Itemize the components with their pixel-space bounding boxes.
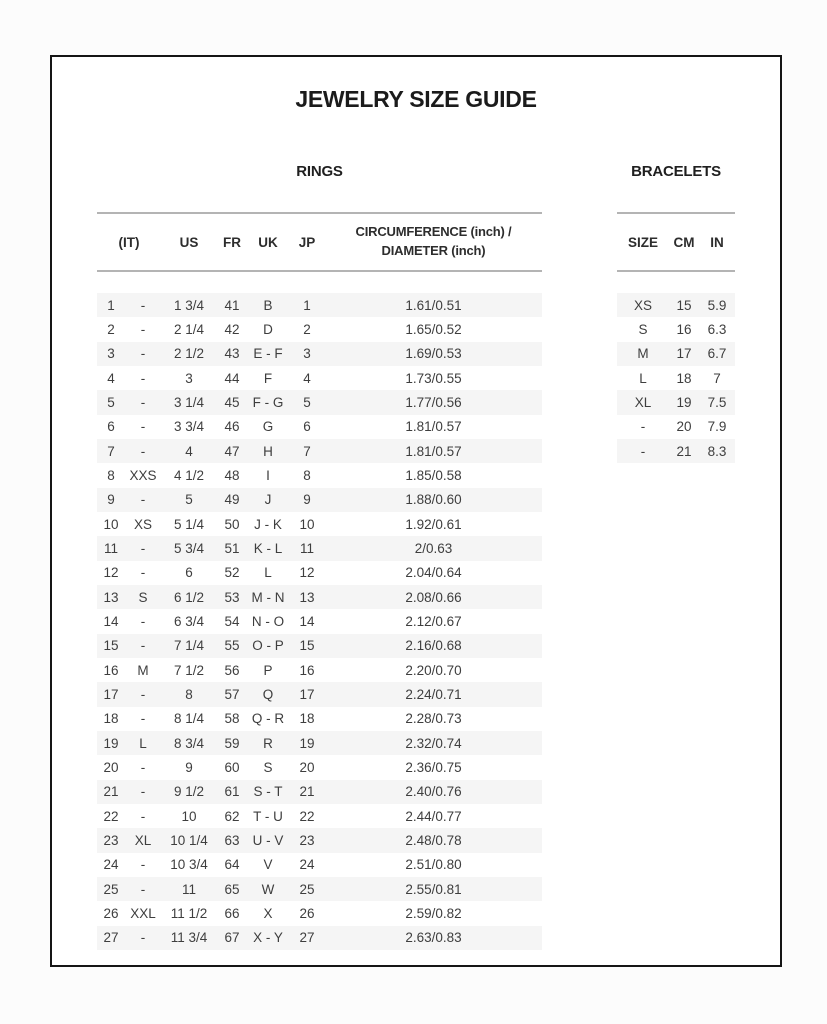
table-cell: - <box>140 881 146 897</box>
table-row <box>97 877 542 901</box>
table-cell: O - P <box>252 638 284 654</box>
table-cell: M - N <box>251 589 285 605</box>
table-cell: 2.51/0.80 <box>405 857 462 873</box>
rings-header-uk: UK <box>258 234 278 250</box>
table-cell: 14 <box>103 613 119 629</box>
table-cell: 12 <box>299 565 315 581</box>
table-cell: 2.08/0.66 <box>405 589 462 605</box>
table-cell: 20 <box>676 419 692 435</box>
table-cell: 18 <box>676 370 692 386</box>
table-cell: 66 <box>224 905 240 921</box>
table-row <box>617 293 735 317</box>
table-cell: 6 <box>107 419 115 435</box>
table-cell: 24 <box>103 857 119 873</box>
table-cell: M <box>137 662 149 678</box>
table-cell: 3 3/4 <box>173 419 205 435</box>
table-cell: 8 <box>185 686 193 702</box>
rings-header-rule-bottom <box>97 270 542 272</box>
table-cell: 5.9 <box>707 297 727 313</box>
rings-header-fr: FR <box>223 234 241 250</box>
table-row <box>97 390 542 414</box>
table-row <box>97 366 542 390</box>
table-cell: 27 <box>103 930 119 946</box>
table-cell: P <box>263 662 273 678</box>
table-cell: 65 <box>224 881 240 897</box>
table-cell: 48 <box>224 467 240 483</box>
table-cell: - <box>640 443 646 459</box>
table-row <box>97 682 542 706</box>
table-cell: - <box>140 443 146 459</box>
table-cell: 2 1/2 <box>173 346 205 362</box>
table-cell: 16 <box>676 321 692 337</box>
page-title: JEWELRY SIZE GUIDE <box>295 86 537 112</box>
table-row <box>617 366 735 390</box>
table-cell: XS <box>633 297 652 313</box>
table-cell: 11 <box>103 540 118 556</box>
table-cell: 3 1/4 <box>173 394 205 410</box>
table-cell: - <box>140 540 146 556</box>
table-row <box>97 634 542 658</box>
table-row <box>97 780 542 804</box>
table-cell: F - G <box>252 394 284 410</box>
table-cell: - <box>640 419 646 435</box>
table-row <box>617 439 735 463</box>
table-cell: 44 <box>224 370 240 386</box>
table-cell: 60 <box>224 759 240 775</box>
table-cell: 2.40/0.76 <box>405 784 462 800</box>
table-row <box>97 512 542 536</box>
table-cell: 7 1/2 <box>173 662 205 678</box>
table-cell: 1.92/0.61 <box>405 516 462 532</box>
table-cell: 1.81/0.57 <box>405 419 462 435</box>
table-row <box>97 293 542 317</box>
table-cell: 18 <box>103 711 119 727</box>
table-cell: 62 <box>224 808 240 824</box>
table-cell: - <box>140 419 146 435</box>
table-row <box>97 658 542 682</box>
table-cell: - <box>140 759 146 775</box>
table-cell: X - Y <box>253 930 283 946</box>
table-cell: 45 <box>224 394 240 410</box>
table-row <box>97 804 542 828</box>
table-cell: 15 <box>676 297 692 313</box>
rings-section-label: RINGS <box>296 163 343 180</box>
rings-header-us: US <box>179 234 199 250</box>
table-cell: 5 <box>303 394 311 410</box>
table-cell: 8.3 <box>707 443 727 459</box>
bracelets-header-size: SIZE <box>627 234 658 250</box>
table-row <box>97 317 542 341</box>
table-cell: 15 <box>103 638 119 654</box>
table-cell: 57 <box>224 686 240 702</box>
table-cell: 6.3 <box>707 321 727 337</box>
table-cell: 10 <box>181 808 197 824</box>
table-cell: 52 <box>224 565 240 581</box>
table-cell: 7.5 <box>707 394 727 410</box>
table-cell: 6.7 <box>707 346 727 362</box>
table-cell: 1 <box>303 297 311 313</box>
rings-header-jp: JP <box>298 234 316 250</box>
table-cell: 21 <box>676 443 692 459</box>
table-cell: 1.85/0.58 <box>405 467 462 483</box>
table-cell: 1.65/0.52 <box>405 321 462 337</box>
table-cell: 10 1/4 <box>170 832 208 848</box>
table-cell: G <box>262 419 274 435</box>
table-cell: 10 3/4 <box>170 857 208 873</box>
table-cell: 19 <box>676 394 692 410</box>
table-cell: 1 3/4 <box>173 297 205 313</box>
table-cell: 27 <box>299 930 315 946</box>
table-cell: 55 <box>224 638 240 654</box>
table-cell: 2 1/4 <box>173 321 205 337</box>
table-cell: 9 <box>107 492 115 508</box>
bracelets-header-rule-bottom <box>617 270 735 272</box>
table-cell: 2.32/0.74 <box>405 735 462 751</box>
table-cell: 2.04/0.64 <box>405 565 462 581</box>
table-cell: U - V <box>252 832 284 848</box>
table-row <box>617 415 735 439</box>
table-cell: 23 <box>103 832 119 848</box>
bracelets-section-label: BRACELETS <box>631 163 721 180</box>
table-cell: 24 <box>299 857 315 873</box>
table-cell: 19 <box>103 735 119 751</box>
table-cell: J - K <box>254 516 282 532</box>
table-cell: 20 <box>103 759 119 775</box>
table-cell: 7.9 <box>707 419 727 435</box>
table-row <box>97 536 542 560</box>
rings-header-it: (IT) <box>118 234 140 250</box>
rings-header-circumference <box>325 223 542 261</box>
table-cell: 13 <box>103 589 119 605</box>
table-cell: - <box>140 370 146 386</box>
table-cell: 7 1/4 <box>173 638 205 654</box>
table-cell: 21 <box>299 784 315 800</box>
table-cell: 14 <box>299 613 315 629</box>
table-cell: 11 <box>299 540 314 556</box>
table-cell: 1 <box>107 297 115 313</box>
table-cell: 8 <box>107 467 115 483</box>
table-cell: E - F <box>253 346 283 362</box>
table-cell: 1.77/0.56 <box>405 394 462 410</box>
table-cell: 46 <box>224 419 240 435</box>
table-cell: 5 <box>107 394 115 410</box>
table-row <box>97 828 542 852</box>
table-cell: L <box>264 565 272 581</box>
table-cell: XL <box>634 394 652 410</box>
table-cell: Q - R <box>251 711 285 727</box>
table-row <box>97 561 542 585</box>
table-row <box>97 342 542 366</box>
table-cell: F <box>263 370 273 386</box>
table-cell: 2.55/0.81 <box>405 881 462 897</box>
bracelets-header-tr <box>617 235 735 250</box>
table-cell: R <box>263 735 273 751</box>
table-cell: 9 <box>303 492 311 508</box>
table-cell: - <box>140 808 146 824</box>
table-cell: - <box>140 565 146 581</box>
table-cell: 5 <box>185 492 193 508</box>
table-cell: 10 <box>103 516 119 532</box>
table-cell: W <box>261 881 275 897</box>
table-cell: 1.73/0.55 <box>405 370 462 386</box>
table-cell: 6 3/4 <box>173 613 205 629</box>
table-row <box>97 609 542 633</box>
rings-header-tr <box>97 223 542 261</box>
table-cell: Q <box>262 686 274 702</box>
table-cell: 2.44/0.77 <box>405 808 462 824</box>
table-cell: 3 <box>107 346 115 362</box>
table-cell: 2/0.63 <box>414 540 453 556</box>
table-cell: X <box>263 905 273 921</box>
table-cell: 2.20/0.70 <box>405 662 462 678</box>
table-cell: T - U <box>253 808 283 824</box>
table-row <box>97 415 542 439</box>
table-cell: 51 <box>224 540 240 556</box>
table-cell: 8 3/4 <box>173 735 205 751</box>
table-cell: - <box>140 784 146 800</box>
table-cell: 17 <box>676 346 692 362</box>
table-cell: B <box>263 297 273 313</box>
table-cell: 8 1/4 <box>173 711 205 727</box>
table-cell: 3 <box>303 346 311 362</box>
table-cell: K - L <box>253 540 283 556</box>
table-cell: 5 1/4 <box>173 516 205 532</box>
table-cell: 6 <box>303 419 311 435</box>
table-cell: 8 <box>303 467 311 483</box>
table-row <box>97 707 542 731</box>
table-cell: 22 <box>103 808 119 824</box>
table-cell: 56 <box>224 662 240 678</box>
table-cell: - <box>140 930 146 946</box>
table-cell: 2 <box>107 321 115 337</box>
table-cell: 3 <box>185 370 193 386</box>
rings-table <box>97 293 542 950</box>
table-cell: 63 <box>224 832 240 848</box>
table-cell: 6 <box>185 565 193 581</box>
table-cell: 4 <box>303 370 311 386</box>
table-cell: L <box>639 370 647 386</box>
table-cell: 11 <box>181 881 196 897</box>
bracelets-header-table <box>617 235 735 250</box>
table-cell: 2.59/0.82 <box>405 905 462 921</box>
table-cell: 18 <box>299 711 315 727</box>
table-cell: 2.48/0.78 <box>405 832 462 848</box>
bracelets-header-cm: CM <box>673 234 695 250</box>
table-cell: 41 <box>224 297 240 313</box>
table-cell: - <box>140 492 146 508</box>
table-cell: 59 <box>224 735 240 751</box>
table-cell: 58 <box>224 711 240 727</box>
table-cell: 47 <box>224 443 240 459</box>
bracelets-header-in: IN <box>710 234 724 250</box>
table-cell: 4 1/2 <box>173 467 205 483</box>
table-cell: - <box>140 346 146 362</box>
table-row <box>97 463 542 487</box>
table-cell: 11 1/2 <box>170 905 208 921</box>
table-cell: - <box>140 711 146 727</box>
table-cell: V <box>263 857 273 873</box>
table-cell: M <box>637 346 649 362</box>
table-cell: - <box>140 321 146 337</box>
table-row <box>97 755 542 779</box>
table-cell: 11 3/4 <box>170 930 208 946</box>
table-cell: 2.24/0.71 <box>405 686 462 702</box>
table-cell: 17 <box>299 686 315 702</box>
table-cell: 50 <box>224 516 240 532</box>
table-cell: - <box>140 297 146 313</box>
table-row <box>617 390 735 414</box>
table-cell: 4 <box>107 370 115 386</box>
table-cell: - <box>140 857 146 873</box>
table-cell: XXL <box>130 905 156 921</box>
table-cell: 23 <box>299 832 315 848</box>
table-cell: 54 <box>224 613 240 629</box>
table-cell: XL <box>134 832 152 848</box>
table-row <box>97 901 542 925</box>
table-cell: 25 <box>103 881 119 897</box>
table-row <box>97 488 542 512</box>
table-cell: - <box>140 638 146 654</box>
size-guide-panel <box>50 55 782 967</box>
table-cell: 2.36/0.75 <box>405 759 462 775</box>
table-cell: N - O <box>251 613 285 629</box>
table-cell: 7 <box>713 370 721 386</box>
table-row <box>97 439 542 463</box>
rings-header-table <box>97 223 542 261</box>
table-cell: 13 <box>299 589 315 605</box>
table-cell: I <box>266 467 270 483</box>
bracelets-table <box>617 293 735 463</box>
table-cell: 20 <box>299 759 315 775</box>
table-cell: 9 <box>185 759 193 775</box>
table-cell: - <box>140 686 146 702</box>
table-cell: 2.12/0.67 <box>405 613 462 629</box>
table-cell: 26 <box>299 905 315 921</box>
table-cell: 6 1/2 <box>173 589 205 605</box>
table-cell: S <box>263 759 273 775</box>
table-cell: 5 3/4 <box>173 540 205 556</box>
table-row <box>97 926 542 950</box>
table-cell: 2.63/0.83 <box>405 930 462 946</box>
table-row <box>617 342 735 366</box>
table-cell: 1.88/0.60 <box>405 492 462 508</box>
table-cell: 4 <box>185 443 193 459</box>
table-cell: L <box>139 735 147 751</box>
table-cell: H <box>263 443 273 459</box>
table-cell: 10 <box>299 516 315 532</box>
table-cell: 53 <box>224 589 240 605</box>
table-cell: 16 <box>103 662 119 678</box>
table-cell: S <box>638 321 648 337</box>
table-cell: 19 <box>299 735 315 751</box>
table-cell: 15 <box>299 638 315 654</box>
table-cell: 2 <box>303 321 311 337</box>
table-row <box>617 317 735 341</box>
table-cell: S <box>138 589 148 605</box>
table-cell: 7 <box>303 443 311 459</box>
table-cell: 1.81/0.57 <box>405 443 462 459</box>
table-cell: - <box>140 394 146 410</box>
table-cell: 64 <box>224 857 240 873</box>
table-cell: XS <box>133 516 152 532</box>
table-cell: 2.16/0.68 <box>405 638 462 654</box>
table-cell: 25 <box>299 881 315 897</box>
table-cell: XXS <box>129 467 157 483</box>
table-cell: 26 <box>103 905 119 921</box>
table-cell: D <box>263 321 273 337</box>
table-cell: 9 1/2 <box>173 784 205 800</box>
table-cell: 61 <box>224 784 240 800</box>
rings-header-circumference-line1: CIRCUMFERENCE (inch) / <box>355 224 512 240</box>
table-cell: 21 <box>103 784 119 800</box>
table-cell: 12 <box>103 565 119 581</box>
table-row <box>97 731 542 755</box>
table-cell: S - T <box>253 784 283 800</box>
rings-header-circumference-line2: DIAMETER (inch) <box>381 243 486 258</box>
table-cell: 49 <box>224 492 240 508</box>
table-cell: 1.69/0.53 <box>405 346 462 362</box>
table-cell: 16 <box>299 662 315 678</box>
bracelets-header-row <box>617 214 735 270</box>
table-cell: 43 <box>224 346 240 362</box>
rings-header-row <box>97 214 542 270</box>
table-cell: 67 <box>224 930 240 946</box>
table-cell: 7 <box>107 443 115 459</box>
table-cell: 22 <box>299 808 315 824</box>
table-cell: 1.61/0.51 <box>405 297 462 313</box>
table-row <box>97 853 542 877</box>
table-cell: J <box>264 492 272 508</box>
table-cell: - <box>140 613 146 629</box>
table-row <box>97 585 542 609</box>
table-cell: 2.28/0.73 <box>405 711 462 727</box>
table-cell: 17 <box>103 686 119 702</box>
table-cell: 42 <box>224 321 240 337</box>
